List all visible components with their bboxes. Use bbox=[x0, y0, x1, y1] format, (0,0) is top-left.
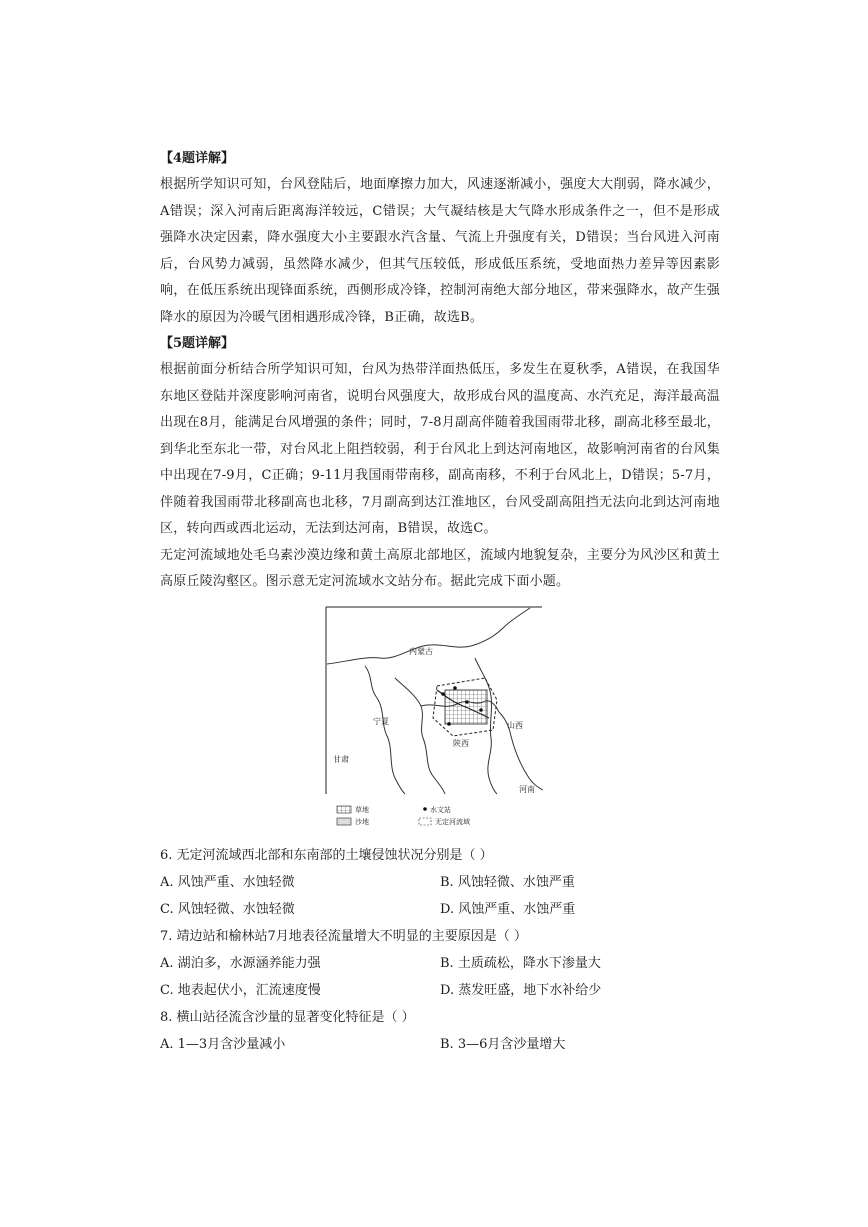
legend-grass-swatch bbox=[337, 806, 351, 813]
section-title: 【5题详解】 bbox=[160, 336, 235, 351]
question-stem: 7. 靖边站和榆林站7月地表径流量增大不明显的主要原因是（ ） bbox=[160, 928, 527, 944]
legend-sand-label: 沙地 bbox=[355, 817, 369, 826]
legend-station-marker bbox=[423, 807, 427, 811]
question-options bbox=[160, 1031, 720, 1058]
border-line bbox=[475, 658, 497, 794]
label-shaanxi: 陕西 bbox=[453, 738, 469, 748]
border-line bbox=[395, 678, 445, 794]
option-d: D. 蒸发旺盛，地下水补给少 bbox=[440, 982, 602, 998]
label-ningxia: 宁夏 bbox=[373, 716, 389, 726]
option-b: B. 风蚀轻微、水蚀严重 bbox=[440, 874, 575, 890]
legend-basin-label: 无定河流域 bbox=[435, 817, 470, 826]
station-marker bbox=[447, 722, 451, 726]
option-b: B. 土质疏松，降水下渗量大 bbox=[440, 955, 601, 971]
section-paragraph: 根据前面分析结合所学知识可知，台风为热带洋面热低压，多发生在夏秋季，A错误，在我国华东地区登陆并深度影响河南省，说明台风强度大，故形成台风的温度高、水汽充足，海洋最高温出现在8月，能满足台风增强的条件；同时，7-8月副高伴随着我国雨带北移，副高北移至最北，到华北至东北一带，对台风北上阻挡较弱，利于台风北上到达河南地区，故影响河南省的台风集中出现在7-9月，C正确；9-11月我国雨带南移，副高南移，不利于台风北上，D错误；5-7月，伴随着我国雨带北移副高也北移，7月副高到达江淮地区，台风受副高阻挡无法向北到达河南地区，转向西或西北运动，无法到达河南，B错误，故选C。 bbox=[160, 362, 720, 536]
section-title: 【4题详解】 bbox=[160, 151, 235, 166]
hydrology-station-map bbox=[325, 606, 543, 832]
option-c: C. 地表起伏小，汇流速度慢 bbox=[160, 982, 321, 998]
question-options bbox=[160, 950, 720, 1004]
section-paragraph: 根据所学知识可知，台风登陆后，地面摩擦力加大，风速逐渐减小，强度大大削弱，降水减少，A错误；深入河南后距离海洋较远，C错误；大气凝结核是大气降水形成条件之一，但不是形成强降水决定因素，降水强度大小主要跟水汽含量、气流上升强度有关，D错误；当台风进入河南后，台风势力减弱，虽然降水减少，但其气压较低，形成低压系统，受地面热力差异等因素影响，在低压系统出现锋面系统，西侧形成冷锋，控制河南绝大部分地区，带来强降水，故产生强降水的原因为冷暖气团相遇形成冷锋，B正确，故选B。 bbox=[160, 177, 720, 325]
option-b: B. 3—6月含沙量增大 bbox=[440, 1036, 566, 1052]
question-options bbox=[160, 869, 720, 923]
label-gansu: 甘肃 bbox=[333, 754, 349, 764]
station-marker bbox=[465, 700, 469, 704]
option-a: A. 湖泊多，水源涵养能力强 bbox=[160, 955, 321, 971]
station-marker bbox=[441, 692, 445, 696]
label-inner-mongolia: 内蒙古 bbox=[409, 646, 433, 656]
station-marker bbox=[479, 708, 483, 712]
station-marker bbox=[453, 686, 457, 690]
label-henan: 河南 bbox=[519, 784, 535, 794]
question-stem: 8. 横山站径流含沙量的显著变化特征是（ ） bbox=[160, 1009, 415, 1025]
option-a: A. 1—3月含沙量减小 bbox=[160, 1036, 286, 1052]
document-page bbox=[160, 146, 720, 1058]
option-c: C. 风蚀轻微、水蚀轻微 bbox=[160, 901, 295, 917]
map-svg bbox=[325, 606, 543, 832]
option-a: A. 风蚀严重、水蚀轻微 bbox=[160, 874, 295, 890]
intro-paragraph: 无定河流域地处毛乌素沙漠边缘和黄土高原北部地区，流域内地貌复杂，主要分为风沙区和黄土高原丘陵沟壑区。图示意无定河流域水文站分布。据此完成下面小题。 bbox=[160, 547, 720, 589]
option-d: D. 风蚀严重、水蚀严重 bbox=[440, 901, 576, 917]
legend-grass-label: 草地 bbox=[355, 805, 369, 814]
label-shanxi: 山西 bbox=[507, 720, 523, 730]
legend-sand-swatch bbox=[337, 818, 351, 825]
border-line bbox=[365, 666, 405, 794]
legend-station-label: 水文站 bbox=[430, 805, 451, 814]
question-stem: 6. 无定河流域西北部和东南部的土壤侵蚀状况分别是（ ） bbox=[160, 847, 493, 863]
legend-basin-swatch bbox=[419, 818, 431, 825]
